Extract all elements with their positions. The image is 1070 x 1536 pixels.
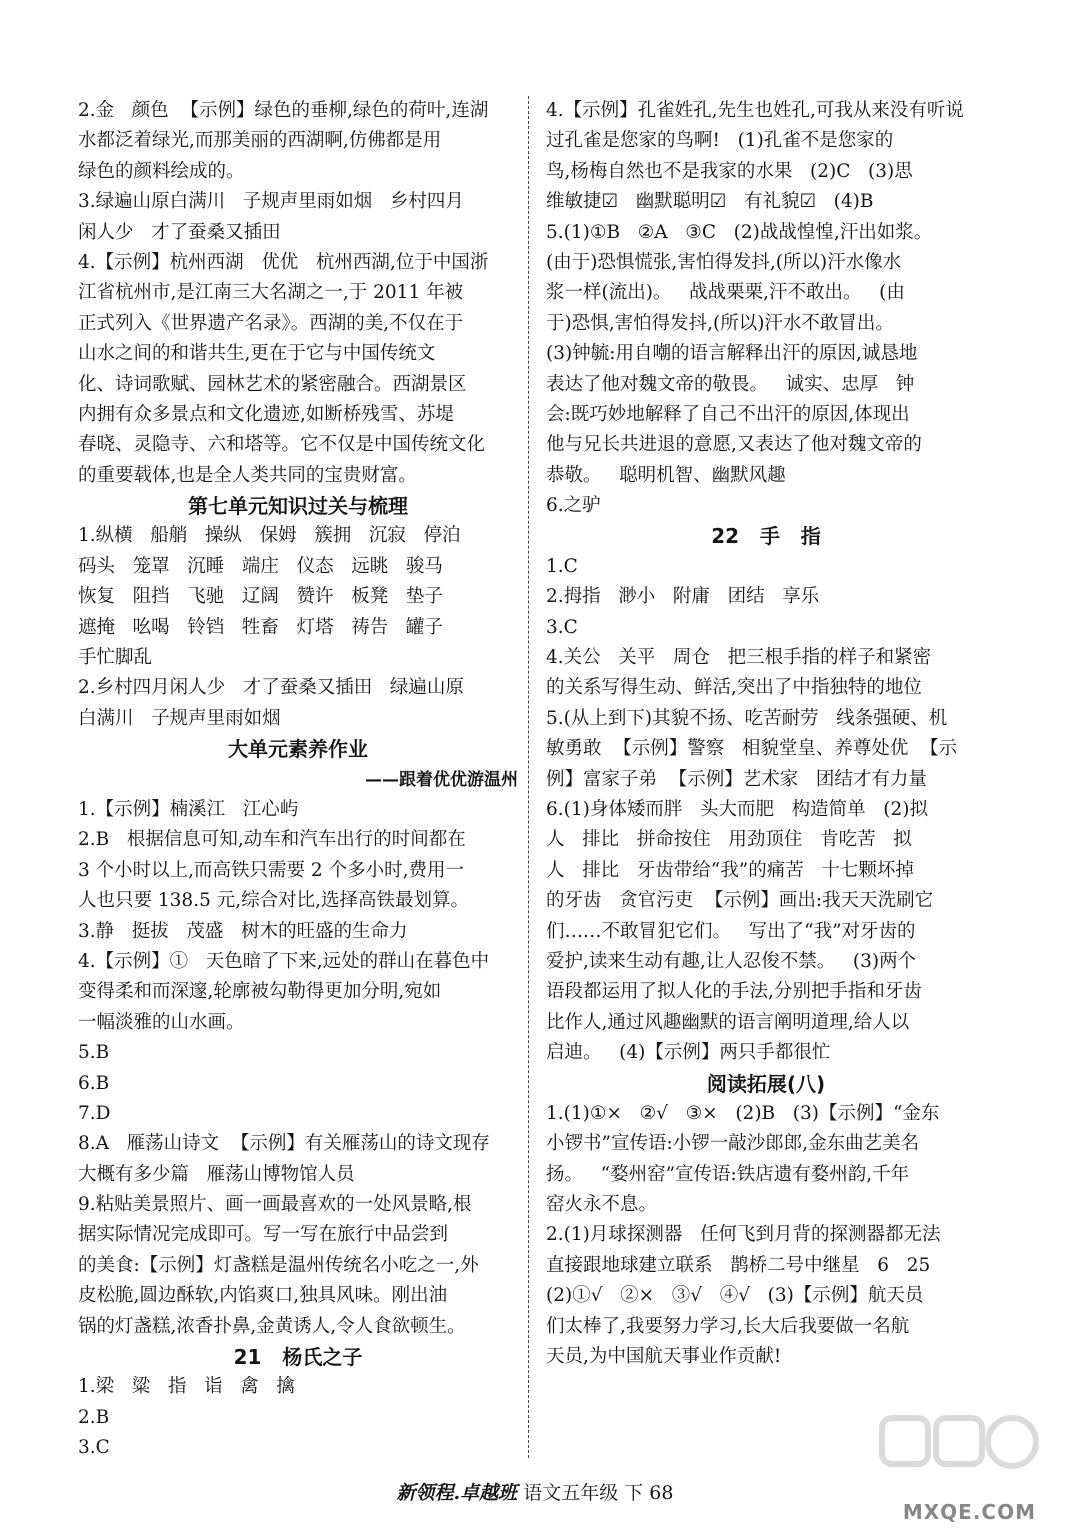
answer-line: 9.粘贴美景照片、画一画最喜欢的一处风景略,根 <box>78 1194 472 1216</box>
answer-line: 浆一样(流出)。 战战栗栗,汗不敢出。 (由 <box>546 282 905 304</box>
answer-line: 遮掩 吆喝 铃铛 牲畜 灯塔 祷告 罐子 <box>78 616 443 638</box>
footer-brand: 新领程.卓越班 <box>396 1482 518 1504</box>
answer-line: 3.绿遍山原白满川 子规声里雨如烟 乡村四月 <box>78 191 464 213</box>
answer-line: 2.(1)月球探测器 任何飞到月背的探测器都无法 <box>546 1224 941 1246</box>
answer-line: 2.乡村四月闲人少 才了蚕桑又插田 绿遍山原 <box>78 677 464 699</box>
footer-info: 语文五年级 下 68 <box>517 1482 674 1504</box>
answer-line: 码头 笼罩 沉睡 端庄 仪态 远眺 骏马 <box>78 555 443 577</box>
answer-line: 小锣书”宣传语:小锣一敲沙郎郎,金东曲艺美名 <box>546 1133 920 1155</box>
answer-line: 敏勇敢 【示例】警察 相貌堂皇、养尊处优 【示 <box>546 738 958 760</box>
answer-line: 人也只要 138.5 元,综合对比,选择高铁最划算。 <box>78 890 469 912</box>
answer-line: 们……不敢冒犯它们。 写出了“我”对牙齿的 <box>546 920 916 942</box>
answer-line: (由于)恐惧慌张,害怕得发抖,(所以)汗水像水 <box>546 251 902 273</box>
answer-line: 5.B <box>78 1042 110 1064</box>
answer-line: 正式列入《世界遗产名录》。西湖的美,不仅在于 <box>78 312 464 334</box>
answer-line: 恭敬。 聪明机智、幽默风趣 <box>546 464 786 486</box>
answer-line: 会:既巧妙地解释了自己不出汗的原因,体现出 <box>546 403 910 425</box>
answer-line: 人 排比 牙齿带给“我”的痛苦 十七颗坏掉 <box>546 859 914 881</box>
answer-line: 4.【示例】① 天色暗了下来,远处的群山在暮色中 <box>78 950 490 972</box>
answer-line: 3.静 挺拔 茂盛 树木的旺盛的生命力 <box>78 920 408 942</box>
answer-line: 手忙脚乱 <box>78 647 153 669</box>
answer-line: 8.A 雁荡山诗文 【示例】有关雁荡山的诗文现存 <box>78 1133 490 1155</box>
answer-line: 内拥有众多景点和文化遗迹,如断桥残雪、苏堤 <box>78 403 454 425</box>
answer-line: 1.C <box>546 555 578 577</box>
answer-line: 2.金 颜色 【示例】绿色的垂柳,绿色的荷叶,连湖 <box>78 100 489 121</box>
section-heading: 21 杨氏之子 <box>233 1345 363 1370</box>
answer-line: 5.(从上到下)其貌不扬、吃苦耐劳 线条强硬、机 <box>546 707 948 729</box>
answer-line: 恢复 阻挡 飞驰 辽阔 赞许 板凳 垫子 <box>78 586 443 608</box>
answer-line: 例】富家子弟 【示例】艺术家 团结才有力量 <box>546 768 927 790</box>
answer-line: 他与兄长共进退的意愿,又表达了他对魏文帝的 <box>546 434 922 456</box>
section-heading: 第七单元知识过关与梳理 <box>188 494 408 519</box>
answer-line: 1.(1)①× ②√ ③× (2)B (3)【示例】“金东 <box>546 1102 940 1124</box>
answer-line: 白满川 子规声里雨如烟 <box>78 707 281 729</box>
answer-line: 爱护,读来生动有趣,让人忍俊不禁。 (3)两个 <box>546 950 917 972</box>
answer-line: 3.C <box>546 616 578 638</box>
answer-line: 过孔雀是您家的鸟啊! (1)孔雀不是您家的 <box>546 130 894 152</box>
answer-line: 一幅淡雅的山水画。 <box>78 1011 245 1033</box>
answer-line: 4.【示例】孔雀姓孔,先生也姓孔,可我从来没有听说 <box>546 100 964 121</box>
answer-line: 1.【示例】楠溪江 江心屿 <box>78 798 299 820</box>
column-divider <box>528 96 530 1458</box>
answer-line: 扬。 “婺州窑”宣传语:铁店遗有婺州韵,千年 <box>546 1163 910 1185</box>
answer-line: 春晓、灵隐寺、六和塔等。它不仅是中国传统文化 <box>78 434 486 456</box>
answer-line: 天员,为中国航天事业作贡献! <box>546 1346 782 1368</box>
answer-line: 化、诗词歌赋、园林艺术的紧密融合。西湖景区 <box>78 373 467 395</box>
answer-line: 3.C <box>78 1437 110 1459</box>
answer-line: 6.之驴 <box>546 495 601 517</box>
answer-line: 4.【示例】杭州西湖 优优 杭州西湖,位于中国浙 <box>78 251 489 273</box>
section-heading: 阅读拓展(八) <box>706 1071 826 1096</box>
section-heading: 大单元素养作业 <box>228 737 368 762</box>
answer-line: 2.拇指 渺小 附庸 团结 享乐 <box>546 586 820 608</box>
answer-line: 大概有多少篇 雁荡山博物馆人员 <box>78 1163 355 1185</box>
answer-line: 4.关公 关平 周仓 把三根手指的样子和紧密 <box>546 647 932 669</box>
answer-line: 启迪。 (4)【示例】两只手都很忙 <box>546 1042 831 1064</box>
answer-line: 1.纵横 船艄 操纵 保姆 簇拥 沉寂 停泊 <box>78 525 461 547</box>
answer-line: 于)恐惧,害怕得发抖,(所以)汗水不敢冒出。 <box>546 312 894 334</box>
answer-line: (2)①√ ②× ③√ ④√ (3)【示例】航天员 <box>546 1285 924 1307</box>
answer-line: 水都泛着绿光,而那美丽的西湖啊,仿佛都是用 <box>78 130 442 152</box>
answer-line: 变得柔和而深邃,轮廓被勾勒得更加分明,宛如 <box>78 981 442 1003</box>
answer-line: 山水之间的和谐共生,更在于它与中国传统文 <box>78 343 436 365</box>
answer-line: 鸟,杨梅自然也不是我家的水果 (2)C (3)思 <box>546 160 913 182</box>
answer-line: 2.B <box>78 1406 110 1428</box>
answer-line: (3)钟毓:用自嘲的语言解释出汗的原因,诚恳地 <box>546 343 918 365</box>
answer-line: 6.B <box>78 1072 110 1094</box>
answer-line: 们太棒了,我要努力学习,长大后我要做一名航 <box>546 1315 910 1337</box>
left-column <box>78 96 518 1464</box>
answer-line: 闲人少 才了蚕桑又插田 <box>78 221 281 243</box>
answer-line: 绿色的颜料绘成的。 <box>78 160 245 182</box>
answer-line: 的关系写得生动、鲜活,突出了中指独特的地位 <box>546 677 922 699</box>
answer-line: 锅的灯盏糕,浓香扑鼻,金黄诱人,令人食欲顿生。 <box>78 1315 466 1337</box>
answer-line: 2.B 根据信息可知,动车和汽车出行的时间都在 <box>78 829 466 851</box>
answer-line: 3 个小时以上,而高铁只需要 2 个多小时,费用一 <box>78 859 464 881</box>
answer-line: 5.(1)①B ②A ③C (2)战战惶惶,汗出如浆。 <box>546 221 933 243</box>
answer-line: 维敏捷☑ 幽默聪明☑ 有礼貌☑ (4)B <box>546 191 874 213</box>
answer-line: 7.D <box>78 1102 111 1124</box>
answer-line: 人 排比 拼命按住 用劲顶住 肯吃苦 拟 <box>546 829 912 851</box>
answer-line: 1.梁 粱 指 诣 禽 擒 <box>78 1376 295 1398</box>
answer-line: 的重要载体,也是全人类共同的宝贵财富。 <box>78 464 417 486</box>
answer-line: 窑火永不息。 <box>546 1194 658 1216</box>
section-heading: 22 手 指 <box>711 524 821 549</box>
watermark-text: MXQE.COM <box>902 1500 1036 1524</box>
answer-line: 的美食:【示例】灯盏糕是温州传统名小吃之一,外 <box>78 1254 479 1276</box>
answer-line: 比作人,通过风趣幽默的语言阐明道理,给人以 <box>546 1011 910 1033</box>
answer-line: 语段都运用了拟人化的手法,分别把手指和牙齿 <box>546 981 922 1003</box>
section-subtitle: ——跟着优优游温州 <box>365 769 518 790</box>
answer-line: 6.(1)身体矮而胖 头大而肥 构造简单 (2)拟 <box>546 798 928 820</box>
answer-line: 皮松脆,圆边酥软,内馅爽口,独具风味。刚出油 <box>78 1285 448 1307</box>
answer-line: 直接跟地球建立联系 鹊桥二号中继星 6 25 <box>546 1254 931 1276</box>
answer-line: 的牙齿 贪官污吏 【示例】画出:我天天洗刷它 <box>546 890 934 912</box>
right-column <box>546 96 986 1372</box>
answer-line: 江省杭州市,是江南三大名湖之一,于 2011 年被 <box>78 282 464 304</box>
answer-line: 表达了他对魏文帝的敬畏。 诚实、忠厚 钟 <box>546 373 915 395</box>
answer-line: 据实际情况完成即可。写一写在旅行中品尝到 <box>78 1224 449 1246</box>
